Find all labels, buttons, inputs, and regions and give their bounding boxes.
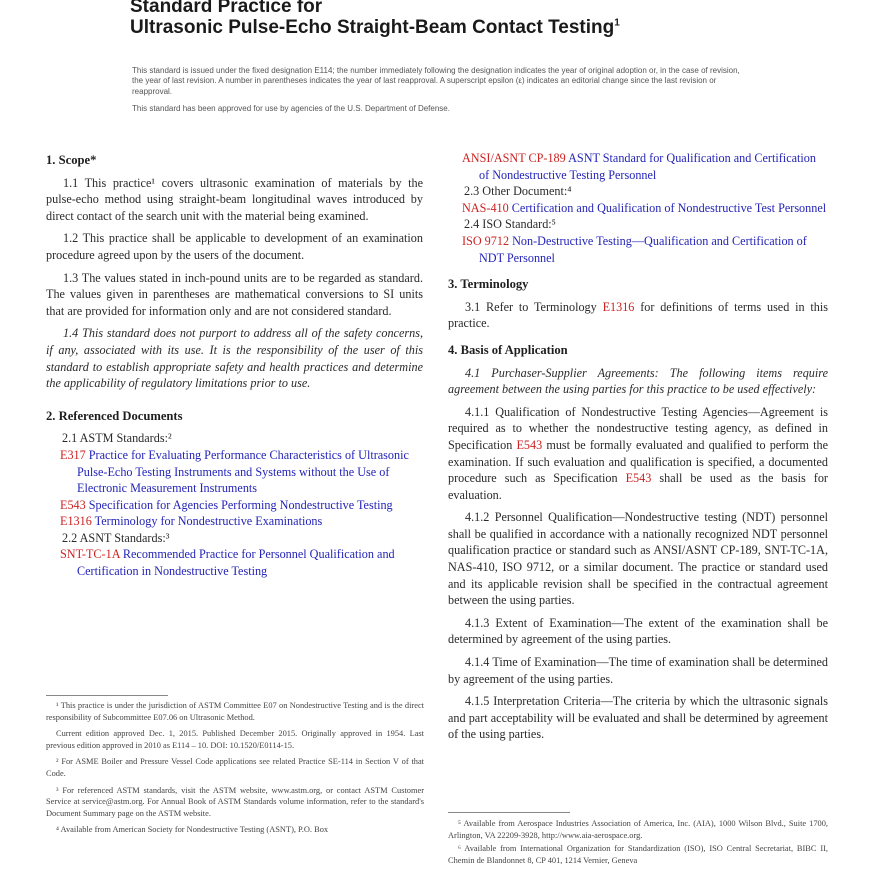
paragraph-4-1: 4.1 Purchaser-Supplier Agreements: The following items require agreement between the using parties for this practice to be used effectively: [448, 365, 828, 397]
paragraph-3-1 [448, 299, 828, 332]
paragraph-1-3: 1.3 The values stated in inch-pound units are to be regarded as standard. The values given in parentheses are mathematical conversions to SI units that are provided for information only and are not considered standard. [46, 270, 423, 318]
paragraph-1-1: 1.1 This practice¹ covers ultrasonic examination of materials by the pulse-echo method using straight-beam longitudinal waves introduced by direct contact of the search unit with the material being examined. [46, 175, 423, 223]
left-column [46, 150, 423, 580]
footnote-4: ⁴ Available from American Society for Nondestructive Testing (ASNT), P.O. Box [56, 825, 329, 835]
reference-code[interactable]: E543 [60, 497, 86, 512]
reference-code[interactable]: E1316 [60, 514, 92, 529]
section-heading-basis-of-application: 4. Basis of Application [448, 342, 568, 357]
reference-code[interactable]: NAS-410 [462, 200, 509, 215]
designation-notice [132, 66, 742, 122]
reference-title[interactable]: Specification for Agencies Performing Nondestructive Testing [88, 497, 393, 512]
reference-title[interactable]: Certification and Qualification of Nondestructive Test Personnel [511, 200, 827, 215]
reference-snt-tc-1a[interactable] [46, 546, 423, 579]
inline-reference-e1316[interactable]: E1316 [602, 299, 635, 314]
paragraph-text: 3.1 Refer to Terminology [465, 299, 603, 314]
reference-title[interactable]: Non-Destructive Testing—Qualification and Certification of NDT Personnel [479, 233, 807, 265]
footnote-6: ⁶ Available from International Organization for Standardization (ISO), ISO Central Secretariat, BIBC II, Chemin de Blandonnet 8, CP 401, 1214 Vernier, Geneva [448, 844, 828, 865]
document-title-line2 [130, 17, 850, 38]
paragraph-1-2: 1.2 This practice shall be applicable to development of an examination procedure agreed upon by the users of the document. [46, 231, 423, 262]
paragraph-text: 4.1.1 Qualification of Nondestructive Testing Agencies—Agreement is required as to whether the nondestructive testing agency, as defined in Specification [448, 404, 828, 452]
paragraph-text: for definitions of terms used in this practice. [448, 299, 829, 331]
reference-code[interactable]: ISO 9712 [462, 233, 510, 248]
document-title-text: Ultrasonic Pulse-Echo Straight-Beam Contact Testing [130, 17, 615, 39]
section-heading-terminology: 3. Terminology [448, 277, 529, 292]
reference-code[interactable]: E317 [60, 447, 86, 462]
reference-title[interactable]: ASNT Standard for Qualification and Certification of Nondestructive Testing Personnel [479, 151, 816, 182]
footnotes-right [448, 818, 828, 868]
section-heading-referenced-documents: 2. Referenced Documents [46, 408, 183, 423]
subsection-2-2: 2.2 ASNT Standards:³ [62, 530, 170, 545]
footnote-3: ³ For referenced ASTM standards, visit the ASTM website, www.astm.org, or contact ASTM Customer Service at service@astm.org. For Annual Book of ASTM Standards volume information, refer to the standard's Document Summary page on the ASTM website. [46, 785, 424, 818]
paragraph-text: must be formally evaluated and qualified to perform the examination. If such evaluation and qualification is specified, a documented procedure such as Specification [448, 437, 828, 486]
footnote-divider-right [448, 812, 570, 813]
reference-title[interactable]: Practice for Evaluating Performance Characteristics of Ultrasonic Pulse-Echo Testing Instruments and Systems without the Use of Electronic Measurement Instruments [77, 447, 409, 496]
paragraph-4-1-4: 4.1.4 Time of Examination—The time of examination shall be determined by agreement of the using parties. [448, 655, 828, 686]
footnote-1: ¹ This practice is under the jurisdiction of ASTM Committee E07 on Nondestructive Testing and is the direct responsibility of Subcommittee E07.06 on Ultrasonic Method. [46, 701, 424, 722]
notice-paragraph-1: This standard is issued under the fixed designation E114; the number immediately following the designation indicates the year of original adoption or, in the case of revision, the year of last revision. A number in parentheses indicates the year of last reapproval. A superscript epsilon (ε) indicates an editorial change since the last revision or reapproval. [132, 66, 740, 96]
reference-nas-410[interactable] [448, 200, 828, 217]
reference-cp-189[interactable] [448, 150, 828, 183]
title-footnote-marker: 1 [614, 17, 620, 29]
footnote-1-edition: Current edition approved Dec. 1, 2015. Published December 2015. Originally approved in 1954. Last previous edition approved in 2010 as E114 – 10. DOI: 10.1520/E0114-15. [46, 729, 424, 750]
footnotes-left [46, 700, 424, 841]
document-title-line1: Standard Practice for [130, 0, 323, 17]
paragraph-1-4: 1.4 This standard does not purport to address all of the safety concerns, if any, associated with its use. It is the responsibility of the user of this standard to establish appropriate safety and health practices and determine the applicability of regulatory limitations prior to use. [46, 326, 423, 391]
footnote-2: ² For ASME Boiler and Pressure Vessel Code applications see related Practice SE-114 in Section V of that Code. [46, 757, 424, 778]
reference-e543[interactable] [46, 497, 423, 514]
notice-paragraph-2: This standard has been approved for use by agencies of the U.S. Department of Defense. [132, 104, 450, 114]
title-block [130, 0, 850, 39]
footnote-divider [46, 695, 168, 696]
reference-e317[interactable] [46, 447, 423, 497]
reference-code[interactable]: ANSI/ASNT CP-189 [462, 151, 566, 165]
paragraph-4-1-1 [448, 404, 828, 504]
inline-reference-e543[interactable]: E543 [516, 437, 543, 452]
paragraph-4-1-2: 4.1.2 Personnel Qualification—Nondestructive testing (NDT) personnel shall be qualified in accordance with a nationally recognized NDT personnel qualification practice or standard such as ANSI/ASNT CP-189, SNT-TC-1A, NAS-410, ISO 9712, or a similar document. The practice or standard used and its applicable revision shall be specified in the contractual agreement between the using parties. [448, 510, 828, 608]
paragraph-text: shall be used as the basis for evaluation. [448, 471, 828, 502]
subsection-2-3: 2.3 Other Document:⁴ [464, 184, 572, 199]
subsection-2-1: 2.1 ASTM Standards:² [62, 431, 172, 446]
reference-title[interactable]: Recommended Practice for Personnel Qualification and Certification in Nondestructive Testing [77, 547, 395, 579]
reference-e1316[interactable] [46, 513, 423, 530]
inline-reference-e543[interactable]: E543 [625, 471, 652, 486]
reference-code[interactable]: SNT-TC-1A [60, 547, 120, 562]
paragraph-4-1-3: 4.1.3 Extent of Examination—The extent of the examination shall be determined by agreement of the using parties. [448, 615, 828, 647]
right-column [448, 150, 828, 749]
paragraph-4-1-5: 4.1.5 Interpretation Criteria—The criteria by which the ultrasonic signals and part acceptability will be evaluated and shall be determined by agreement of the using parties. [448, 694, 828, 742]
reference-title[interactable]: Terminology for Nondestructive Examinations [94, 514, 323, 529]
subsection-2-4: 2.4 ISO Standard:⁵ [464, 217, 556, 232]
footnote-5: ⁵ Available from Aerospace Industries Association of America, Inc. (AIA), 1000 Wilson Blvd., Suite 1700, Arlington, VA 22209-3928, http://www.aia-aerospace.org. [448, 819, 828, 840]
section-heading-scope: 1. Scope* [46, 153, 97, 167]
reference-iso-9712[interactable] [448, 233, 828, 266]
